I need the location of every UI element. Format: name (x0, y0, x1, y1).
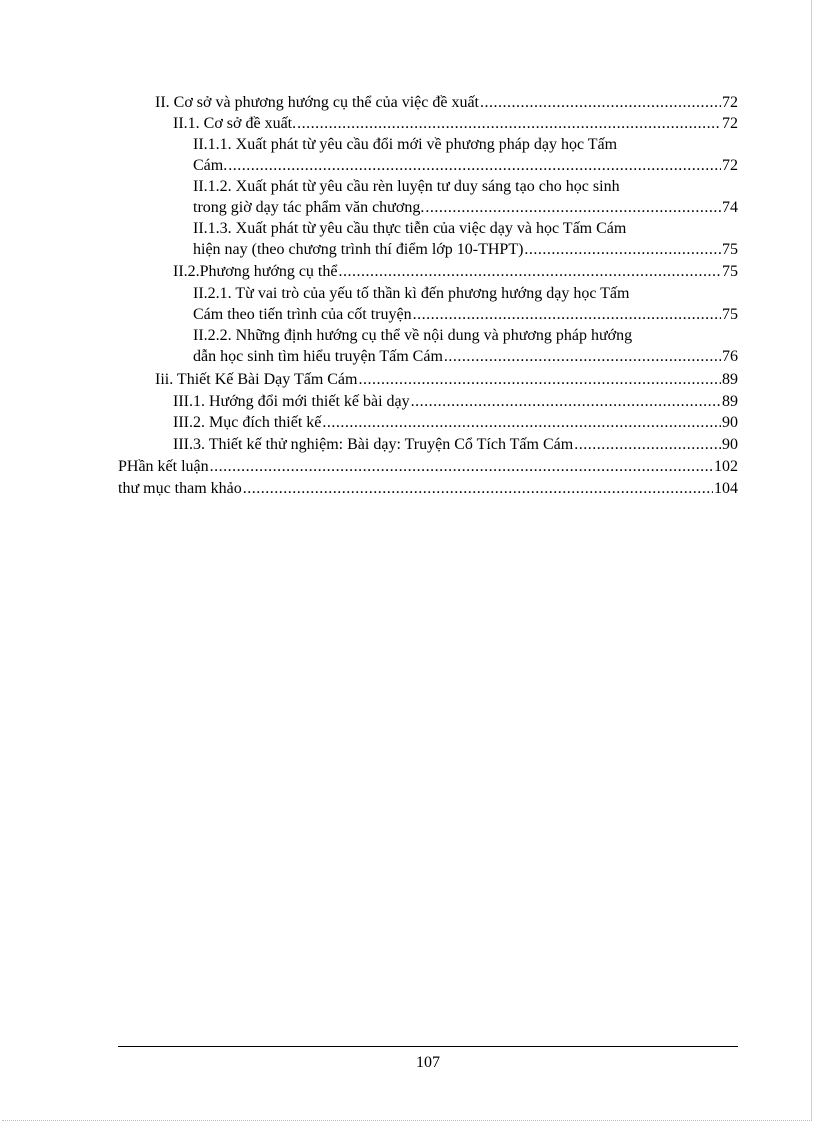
toc-page-number: 72 (722, 157, 738, 174)
toc-entry-title-cont: trong giờ dạy tác phẩm văn chương. (193, 199, 425, 216)
toc-entry (155, 92, 738, 113)
toc-entry (118, 456, 738, 477)
toc-page-number: 90 (722, 414, 738, 431)
toc-entry (118, 478, 738, 499)
toc-page-number: 76 (722, 348, 738, 365)
toc-leader-dots (524, 239, 721, 260)
toc-entry (193, 325, 738, 367)
toc-page-number: 90 (722, 436, 738, 453)
toc-entry-title: III.2. Mục đích thiết kế (173, 414, 322, 431)
toc-entry (155, 369, 738, 390)
toc-leader-dots (444, 346, 721, 367)
toc-leader-dots (243, 478, 713, 499)
toc-page-number: 89 (722, 371, 738, 388)
toc-leader-dots (338, 261, 721, 282)
toc-leader-dots (425, 197, 721, 218)
footer-rule (118, 1046, 738, 1047)
toc-leader-dots (411, 391, 721, 412)
toc-page-number: 72 (722, 115, 738, 132)
toc-leader-dots (210, 456, 713, 477)
toc-entry (173, 261, 738, 282)
toc-entry-title: II.2.1. Từ vai trò của yếu tố thần kì đến phương hướng dạy học Tấm (193, 285, 630, 302)
toc-entry-title: II.2.2. Những định hướng cụ thể về nội dung và phương pháp hướng (193, 327, 633, 344)
toc-leader-dots (228, 155, 721, 176)
toc-page-number: 89 (722, 393, 738, 410)
toc-entry (193, 176, 738, 218)
toc-leader-dots (358, 369, 721, 390)
toc-entry-title: Iii. Thiết Kế Bài Dạy Tấm Cám (155, 371, 358, 388)
page-number: 107 (416, 1054, 440, 1071)
toc-entry (173, 434, 738, 455)
toc-entry-title: II.1.3. Xuất phát từ yêu cầu thực tiễn của việc dạy và học Tấm Cám (193, 220, 627, 237)
toc-entry-title-cont: hiện nay (theo chương trình thí điểm lớp 10-THPT) (193, 241, 524, 258)
toc-entry (193, 283, 738, 325)
toc-entry (193, 134, 738, 176)
toc-entry-title: III.3. Thiết kế thử nghiệm: Bài dạy: Truyện Cổ Tích Tấm Cám (173, 436, 574, 453)
toc-entry (173, 412, 738, 433)
toc-leader-dots (322, 412, 721, 433)
toc-entry (193, 218, 738, 260)
toc-page-number: 75 (722, 241, 738, 258)
toc-entry-title: PHần kết luận (118, 458, 209, 475)
toc-entry-title-cont: Cám. (193, 157, 228, 174)
toc-entry-title: thư mục tham khảo (118, 480, 242, 497)
toc-entry-title: II.1. Cơ sở đề xuất. (173, 115, 297, 132)
toc-entry-title: III.1. Hướng đổi mới thiết kế bài dạy (173, 393, 410, 410)
toc-leader-dots (297, 113, 721, 134)
toc-entry-title: II. Cơ sở và phương hướng cụ thể của việc đề xuất (155, 94, 479, 111)
toc-leader-dots (574, 434, 721, 455)
toc-entry (173, 391, 738, 412)
toc-page-number: 74 (722, 199, 738, 216)
toc-entry-title: II.1.1. Xuất phát từ yêu cầu đổi mới về phương pháp dạy học Tấm (193, 136, 618, 153)
toc-leader-dots (480, 92, 721, 113)
toc-entry-title: II.2.Phương hướng cụ thể (173, 263, 338, 280)
toc-page-number: 72 (722, 94, 738, 111)
toc-entry-title-cont: Cám theo tiến trình của cốt truyện (193, 306, 412, 323)
toc-page-number: 102 (714, 458, 738, 475)
toc-page-number: 104 (714, 480, 738, 497)
toc-leader-dots (413, 304, 721, 325)
toc-entry-title-cont: dẫn học sinh tìm hiểu truyện Tấm Cám (193, 348, 443, 365)
toc-entry (173, 113, 738, 134)
toc-page-number: 75 (722, 263, 738, 280)
toc-entry-title: II.1.2. Xuất phát từ yêu cầu rèn luyện tư duy sáng tạo cho học sinh (193, 178, 620, 195)
toc-page-number: 75 (722, 306, 738, 323)
